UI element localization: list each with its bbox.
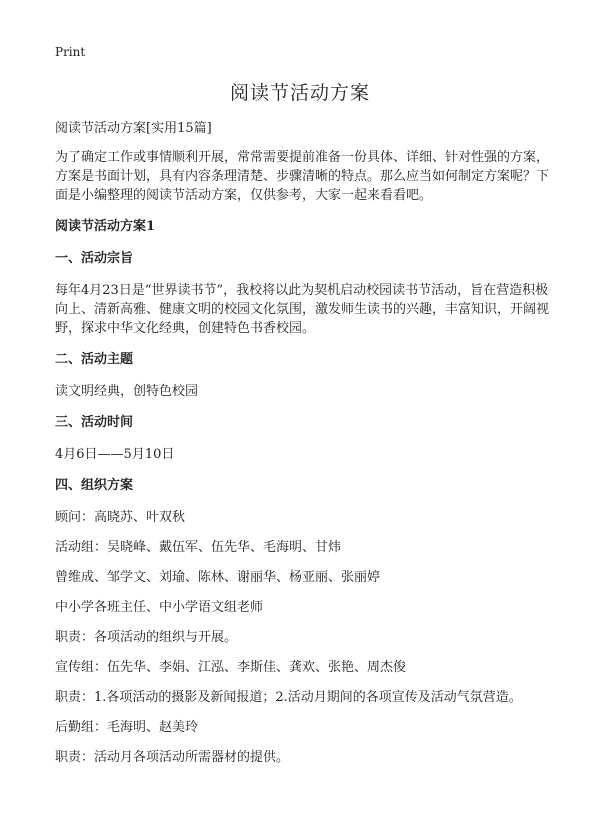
org-line: 中小学各班主任、中小学语文组老师 <box>55 600 264 615</box>
page-title: 阅读节活动方案 <box>229 82 370 104</box>
paragraph-time: 4月6日——5月10日 <box>55 447 175 462</box>
org-line: 职责：1.各项活动的摄影及新闻报道；2.活动月期间的各项宣传及活动气氛营造。 <box>55 690 522 705</box>
print-link[interactable]: Print <box>55 45 86 59</box>
org-line: 后勤组：毛海明、赵美玲 <box>55 720 199 735</box>
heading-purpose: 一、活动宗旨 <box>55 251 134 266</box>
intro-paragraph: 为了确定工作或事情顺利开展，常常需要提前准备一份具体、详细、针对性强的方案，方案是书面计划，具有内容条理清楚、步骤清晰的特点。那么应当如何制定方案呢？下面是小编整理的阅读节活动方案，仅供参考，大家一起来看看吧。 <box>55 150 550 203</box>
org-line: 活动组：吴晓峰、戴伍军、伍先华、毛海明、甘炜 <box>55 540 342 555</box>
heading-theme: 二、活动主题 <box>55 352 134 367</box>
org-line: 宣传组：伍先华、李娟、江泓、李斯佳、龚欢、张艳、周杰俊 <box>55 660 407 675</box>
heading-time: 三、活动时间 <box>55 415 134 430</box>
paragraph-purpose: 每年4月23日是“世界读书节”，我校将以此为契机启动校园读书节活动，旨在营造积极向上、清新高雅、健康文明的校园文化氛围，激发师生读书的兴趣，丰富知识，开阔视野，探求中华文化经典，创建特色书香校园。 <box>55 283 550 336</box>
paragraph-theme: 读文明经典，创特色校园 <box>55 384 199 399</box>
section-title: 阅读节活动方案1 <box>55 219 156 234</box>
document-body <box>55 119 555 778</box>
document-subtitle: 阅读节活动方案[实用15篇] <box>55 121 212 136</box>
org-line: 曾维成、邹学文、刘瑜、陈林、谢丽华、杨亚丽、张丽婷 <box>55 570 381 585</box>
org-line: 职责：活动月各项活动所需器材的提供。 <box>55 750 290 765</box>
org-line: 职责：各项活动的组织与开展。 <box>55 630 238 645</box>
heading-organization: 四、组织方案 <box>55 478 134 493</box>
org-line: 顾问：高晓苏、叶双秋 <box>55 510 186 525</box>
